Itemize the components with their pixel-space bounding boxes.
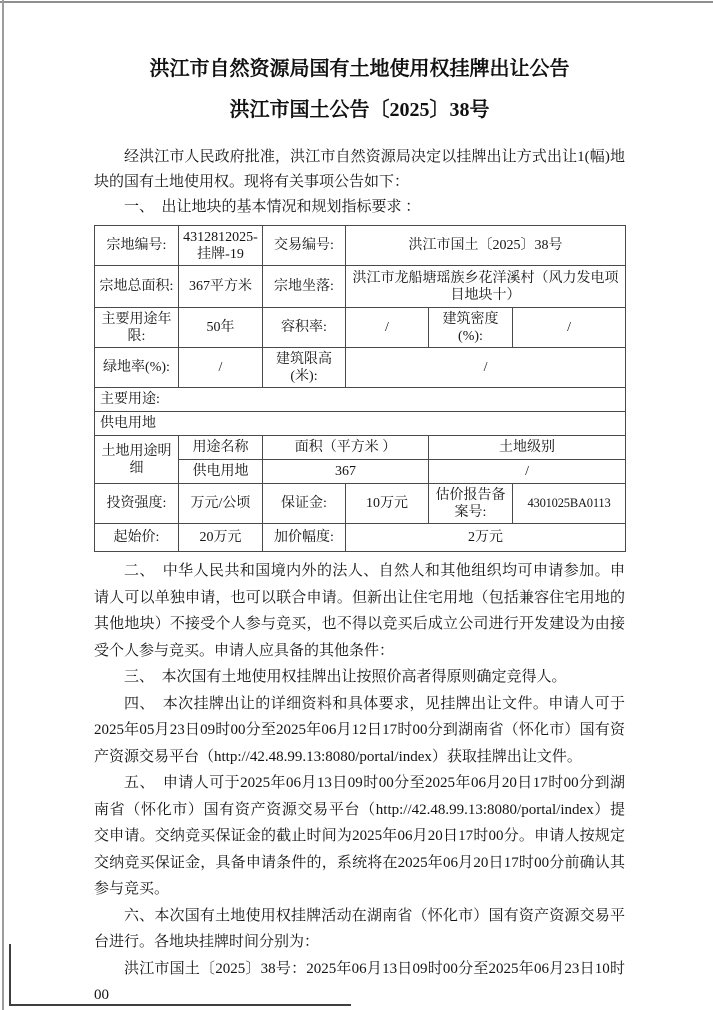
table-row (95, 484, 626, 524)
green-rate-label: 绿地率(%): (95, 348, 179, 388)
transaction-number-label: 交易编号: (263, 226, 346, 266)
deposit-value: 10万元 (346, 484, 429, 524)
table-row (95, 348, 626, 388)
increment-value: 2万元 (346, 524, 626, 552)
parcel-number-label: 宗地编号: (95, 226, 179, 266)
table-row (95, 524, 626, 552)
use-detail-header-area: 面积（平方米 ） (263, 436, 429, 460)
transaction-number-value: 洪江市国土〔2025〕38号 (346, 226, 626, 266)
document-title: 洪江市自然资源局国有土地使用权挂牌出让公告 (149, 58, 570, 80)
paragraph-listing-time: 洪江市国土〔2025〕38号：2025年06月13日09时00分至2025年06月23日10时00 (94, 960, 625, 1003)
plot-ratio-value: / (346, 308, 429, 348)
table-row (95, 308, 626, 348)
use-term-value: 50年 (179, 308, 263, 348)
main-use-value: 供电用地 (95, 412, 626, 436)
table-row (95, 388, 626, 412)
location-value: 洪江市龙船塘瑶族乡花洋溪村（风力发电项目地块十） (346, 266, 626, 308)
total-area-label: 宗地总面积: (95, 266, 179, 308)
building-density-value: / (513, 308, 626, 348)
starting-price-label: 起始价: (95, 524, 179, 552)
section-1-heading: 一、 出让地块的基本情况和规划指标要求 ： (124, 199, 421, 215)
use-detail-label: 土地用途明细 (95, 436, 179, 484)
document-number-title: 洪江市国土公告〔2025〕38号 (229, 99, 490, 121)
height-limit-value: / (346, 348, 626, 388)
valuation-report-value: 4301025BA0113 (513, 484, 626, 524)
use-detail-row-grade: / (429, 460, 626, 484)
location-label: 宗地坐落: (263, 266, 346, 308)
plot-ratio-label: 容积率: (263, 308, 346, 348)
use-detail-row-name: 供电用地 (179, 460, 263, 484)
height-limit-label: 建筑限高(米): (263, 348, 346, 388)
paragraph-4: 四、 本次挂牌出让的详细资料和具体要求，见挂牌出让文件。申请人可于2025年05月23日09时00分至2025年06月12日17时00分到湖南省（怀化市）国有资产资源交易平台（http://42.48.99.13:8080/portal/index）获取挂牌出让文件。 (94, 695, 625, 765)
parcel-number-value: 4312812025-挂牌-19 (179, 226, 263, 266)
use-detail-header-grade: 土地级别 (429, 436, 626, 460)
increment-label: 加价幅度: (263, 524, 346, 552)
use-detail-row-area: 367 (263, 460, 429, 484)
table-row (95, 226, 626, 266)
paragraph-6: 六、本次国有土地使用权挂牌活动在湖南省（怀化市）国有资产资源交易平台进行。各地块挂牌时间分别为： (94, 907, 625, 950)
starting-price-value: 20万元 (179, 524, 263, 552)
building-density-label: 建筑密度(%): (429, 308, 513, 348)
main-use-label: 主要用途: (95, 388, 626, 412)
paragraph-2: 二、 中华人民共和国境内外的法人、自然人和其他组织均可申请参加。申请人可以单独申请，也可以联合申请。但新出让住宅用地（包括兼容住宅用地的其他地块）不接受个人参与竞买，也不得以竞买后成立公司进行开发建设为由接受个人参与竞买。申请人应具备的其他条件： (94, 563, 625, 659)
intro-paragraph: 经洪江市人民政府批准，洪江市自然资源局决定以挂牌出让方式出让1(幅)地块的国有土地使用权。现将有关事项公告如下： (94, 149, 625, 190)
paragraph-5: 五、 申请人可于2025年06月13日09时00分至2025年06月20日17时00分到湖南省（怀化市）国有资产资源交易平台（http://42.48.99.13:8080/portal/index）提交申请。交纳竞买保证金的截止时间为2025年06月20日17时00分。申请人按规定交纳竞买保证金，具备申请条件的，系统将在2025年06月20日17时00分前确认其参与竞买。 (94, 775, 625, 897)
table-row (95, 436, 626, 460)
total-area-value: 367平方米 (179, 266, 263, 308)
green-rate-value: / (179, 348, 263, 388)
intro-section (94, 145, 625, 220)
scan-edge-left (2, 0, 4, 1010)
table-row (95, 266, 626, 308)
deposit-label: 保证金: (263, 484, 346, 524)
land-info-table (94, 225, 626, 552)
paragraph-3: 三、 本次国有土地使用权挂牌出让按照价高者得原则确定竞得人。 (124, 669, 567, 685)
scan-edge-top (0, 1, 713, 3)
valuation-report-label: 估价报告备案号: (429, 484, 513, 524)
investment-label: 投资强度: (95, 484, 179, 524)
table-row (95, 412, 626, 436)
use-term-label: 主要用途年限: (95, 308, 179, 348)
investment-value: 万元/公顷 (179, 484, 263, 524)
body-paragraphs (94, 558, 625, 1009)
use-detail-header-name: 用途名称 (179, 436, 263, 460)
document-content (94, 56, 625, 1009)
